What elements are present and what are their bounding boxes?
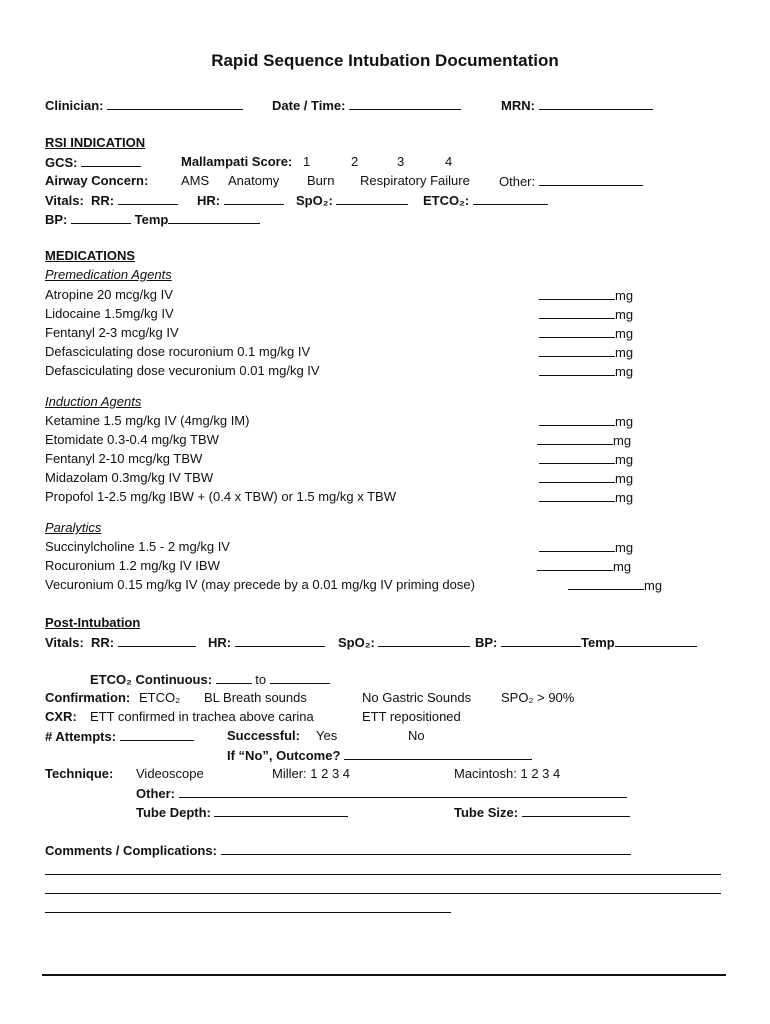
paralytic-dose-field[interactable] — [537, 558, 631, 575]
mrn-field[interactable] — [539, 97, 653, 110]
cxr-option-ett-repositioned[interactable]: ETT repositioned — [362, 709, 461, 724]
clinician-row — [45, 97, 243, 114]
temp-label: Temp — [134, 212, 169, 227]
post-rr-label: RR: — [91, 635, 115, 650]
confirmation-option-etco2[interactable]: ETCO₂ — [139, 690, 181, 705]
mrn-row — [501, 97, 653, 114]
premed-dose-line[interactable] — [539, 344, 615, 357]
induction-dose-line[interactable] — [539, 413, 615, 426]
comments-field-line-4[interactable] — [45, 912, 451, 913]
if-no-outcome-field[interactable] — [344, 747, 532, 760]
mrn-label: MRN: — [501, 98, 535, 113]
paralytic-dose-line[interactable] — [539, 539, 615, 552]
premedication-heading: Premedication Agents — [45, 267, 172, 282]
induction-item: Ketamine 1.5 mg/kg IV (4mg/kg IM) — [45, 413, 250, 428]
paralytic-item: Succinylcholine 1.5 - 2 mg/kg IV — [45, 539, 230, 554]
page-title: Rapid Sequence Intubation Documentation — [211, 51, 559, 70]
induction-dose-unit: mg — [615, 414, 634, 429]
rr-label: RR: — [91, 193, 115, 208]
post-hr-row — [208, 634, 325, 651]
induction-dose-field[interactable] — [539, 451, 633, 468]
airway-option-anatomy[interactable]: Anatomy — [228, 173, 280, 188]
airway-option-burn[interactable]: Burn — [307, 173, 335, 188]
cxr-option-ett-confirmed[interactable]: ETT confirmed in trachea above carina — [90, 709, 314, 724]
hr-field[interactable] — [224, 192, 284, 205]
premed-dose-unit: mg — [615, 307, 634, 322]
clinician-field[interactable] — [107, 97, 243, 110]
induction-dose-field[interactable] — [539, 489, 633, 506]
paralytic-dose-unit: mg — [644, 578, 663, 593]
if-no-outcome-label: If “No”, Outcome? — [227, 748, 341, 763]
etco2-to-field[interactable] — [270, 671, 330, 684]
successful-yes-option[interactable]: Yes — [316, 728, 338, 743]
comments-label: Comments / Complications: — [45, 843, 217, 858]
confirmation-option-no-gastric[interactable]: No Gastric Sounds — [362, 690, 472, 705]
technique-option-macintosh[interactable]: Macintosh: 1 2 3 4 — [454, 766, 561, 781]
tube-depth-label: Tube Depth: — [136, 805, 211, 820]
cxr-label: CXR: — [45, 709, 77, 724]
vitals-row — [45, 192, 178, 209]
paralytic-item: Vecuronium 0.15 mg/kg IV (may precede by a 0.01 mg/kg IV priming dose) — [45, 577, 475, 592]
airway-other-field[interactable] — [539, 173, 643, 186]
premed-dose-field[interactable] — [539, 325, 633, 342]
etco2-continuous-label: ETCO₂ Continuous: — [90, 672, 213, 687]
spo2-row — [296, 192, 408, 209]
footer-divider — [42, 974, 726, 976]
airway-other-label: Other: — [499, 174, 536, 189]
premed-dose-line[interactable] — [539, 325, 615, 338]
premed-item: Atropine 20 mcg/kg IV — [45, 287, 173, 302]
premed-dose-field[interactable] — [539, 287, 633, 304]
premed-dose-unit: mg — [615, 326, 634, 341]
confirmation-label: Confirmation: — [45, 690, 131, 705]
successful-label: Successful: — [227, 728, 300, 743]
hr-label: HR: — [197, 193, 221, 208]
premed-item: Defasciculating dose vecuronium 0.01 mg/kg IV — [45, 363, 320, 378]
etco2-continuous-row — [90, 671, 330, 688]
comments-field-line-2[interactable] — [45, 874, 721, 875]
if-no-outcome-row — [227, 747, 532, 764]
attempts-row — [45, 728, 194, 745]
paralytic-dose-field[interactable] — [539, 539, 633, 556]
post-bp-field[interactable] — [501, 634, 581, 647]
rr-field[interactable] — [118, 192, 178, 205]
technique-option-videoscope[interactable]: Videoscope — [136, 766, 204, 781]
datetime-field[interactable] — [349, 97, 461, 110]
premed-dose-unit: mg — [615, 364, 634, 379]
induction-dose-field[interactable] — [537, 432, 631, 449]
post-rr-field[interactable] — [118, 634, 196, 647]
induction-item: Midazolam 0.3mg/kg IV TBW — [45, 470, 214, 485]
paralytic-dose-line[interactable] — [568, 577, 644, 590]
paralytic-item: Rocuronium 1.2 mg/kg IV IBW — [45, 558, 220, 573]
mallampati-option-2[interactable]: 2 — [351, 154, 359, 169]
rsi-indication-heading: RSI INDICATION — [45, 135, 146, 150]
post-vitals-rr-row — [45, 634, 196, 651]
post-bp-label: BP: — [475, 635, 498, 650]
post-spo2-row — [338, 634, 470, 651]
post-spo2-label: SpO₂: — [338, 635, 375, 650]
spo2-label: SpO₂: — [296, 193, 333, 208]
etco2-to-label: to — [255, 672, 267, 687]
induction-dose-line[interactable] — [539, 489, 615, 502]
technique-other-label: Other: — [136, 786, 175, 801]
tube-size-label: Tube Size: — [454, 805, 519, 820]
tube-size-field[interactable] — [522, 804, 630, 817]
confirmation-option-spo2[interactable]: SPO₂ > 90% — [501, 690, 575, 705]
etco2-label: ETCO₂: — [423, 193, 470, 208]
gcs-field[interactable] — [81, 154, 141, 167]
premed-dose-unit: mg — [615, 345, 634, 360]
mallampati-option-4[interactable]: 4 — [445, 154, 453, 169]
comments-field-line-1[interactable] — [221, 842, 631, 855]
post-bp-temp-row — [475, 634, 697, 651]
etco2-field[interactable] — [473, 192, 548, 205]
induction-dose-unit: mg — [615, 471, 634, 486]
induction-item: Propofol 1-2.5 mg/kg IBW + (0.4 x TBW) or 1.5 mg/kg x TBW — [45, 489, 396, 504]
paralytic-dose-unit: mg — [613, 559, 632, 574]
post-intubation-heading: Post-Intubation — [45, 615, 141, 630]
comments-row — [45, 842, 631, 859]
premed-dose-field[interactable] — [539, 306, 633, 323]
hr-row — [197, 192, 284, 209]
airway-other-row — [499, 173, 643, 190]
mallampati-option-1[interactable]: 1 — [303, 154, 311, 169]
successful-no-option[interactable]: No — [408, 728, 425, 743]
mallampati-label: Mallampati Score: — [181, 154, 293, 169]
gcs-row — [45, 154, 141, 171]
gcs-label: GCS: — [45, 155, 78, 170]
technique-other-row — [136, 785, 627, 802]
bp-temp-row — [45, 211, 260, 228]
premed-item: Lidocaine 1.5mg/kg IV — [45, 306, 174, 321]
technique-label: Technique: — [45, 766, 114, 781]
post-hr-label: HR: — [208, 635, 232, 650]
tube-depth-row — [136, 804, 348, 821]
induction-dose-unit: mg — [615, 452, 634, 467]
induction-dose-unit: mg — [613, 433, 632, 448]
technique-other-field[interactable] — [179, 785, 627, 798]
bp-label: BP: — [45, 212, 68, 227]
post-vitals-label: Vitals: — [45, 635, 84, 650]
post-hr-field[interactable] — [235, 634, 325, 647]
premed-dose-unit: mg — [615, 288, 634, 303]
airway-option-ams[interactable]: AMS — [181, 173, 210, 188]
premed-dose-field[interactable] — [539, 363, 633, 380]
premed-dose-line[interactable] — [539, 306, 615, 319]
temp-field[interactable] — [168, 211, 260, 224]
clinician-label: Clinician: — [45, 98, 104, 113]
induction-dose-line[interactable] — [539, 470, 615, 483]
premed-item: Defasciculating dose rocuronium 0.1 mg/kg IV — [45, 344, 311, 359]
tube-size-row — [454, 804, 630, 821]
premed-dose-line[interactable] — [539, 363, 615, 376]
induction-dose-unit: mg — [615, 490, 634, 505]
datetime-row — [272, 97, 461, 114]
etco2-row — [423, 192, 548, 209]
induction-dose-line[interactable] — [539, 451, 615, 464]
tube-depth-field[interactable] — [214, 804, 348, 817]
premed-item: Fentanyl 2-3 mcg/kg IV — [45, 325, 179, 340]
induction-item: Fentanyl 2-10 mcg/kg TBW — [45, 451, 203, 466]
medications-heading: MEDICATIONS — [45, 248, 136, 263]
bp-field[interactable] — [71, 211, 131, 224]
vitals-label: Vitals: — [45, 193, 84, 208]
paralytics-heading: Paralytics — [45, 520, 102, 535]
post-spo2-field[interactable] — [378, 634, 470, 647]
attempts-label: # Attempts: — [45, 729, 117, 744]
paralytic-dose-line[interactable] — [537, 558, 613, 571]
airway-concern-label: Airway Concern: — [45, 173, 149, 188]
attempts-field[interactable] — [120, 728, 194, 741]
datetime-label: Date / Time: — [272, 98, 346, 113]
comments-field-line-3[interactable] — [45, 893, 721, 894]
post-temp-label: Temp — [581, 635, 615, 650]
confirmation-option-breath-sounds[interactable]: BL Breath sounds — [204, 690, 307, 705]
mallampati-option-3[interactable]: 3 — [397, 154, 405, 169]
induction-dose-field[interactable] — [539, 413, 633, 430]
paralytic-dose-field[interactable] — [568, 577, 662, 594]
technique-option-miller[interactable]: Miller: 1 2 3 4 — [272, 766, 351, 781]
paralytic-dose-unit: mg — [615, 540, 634, 555]
airway-option-respiratory-failure[interactable]: Respiratory Failure — [360, 173, 470, 188]
post-temp-field[interactable] — [615, 634, 697, 647]
premed-dose-field[interactable] — [539, 344, 633, 361]
spo2-field[interactable] — [336, 192, 408, 205]
induction-heading: Induction Agents — [45, 394, 142, 409]
induction-item: Etomidate 0.3-0.4 mg/kg TBW — [45, 432, 219, 447]
etco2-from-field[interactable] — [216, 671, 252, 684]
induction-dose-field[interactable] — [539, 470, 633, 487]
premed-dose-line[interactable] — [539, 287, 615, 300]
induction-dose-line[interactable] — [537, 432, 613, 445]
